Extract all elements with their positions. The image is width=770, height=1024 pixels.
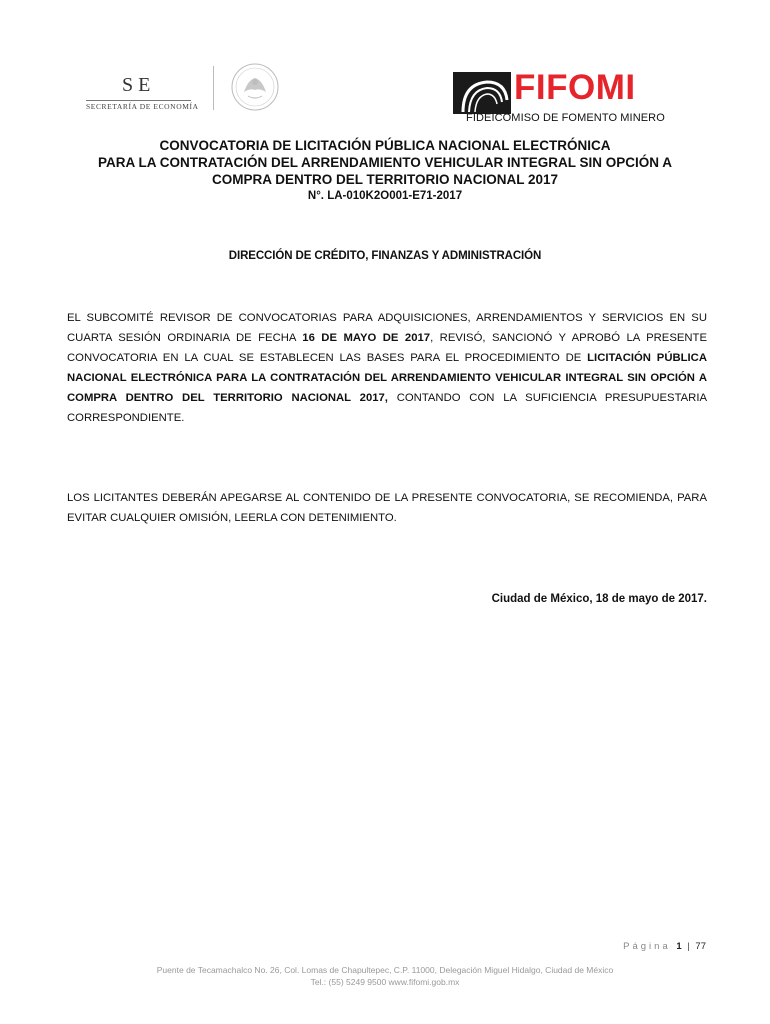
approval-text-1: EL SUBCOMITÉ REVISOR DE CONVOCATORIAS PARA ADQUISICIONES, ARRENDAMIENTOS Y SERVICIOS EN SU CUARTA SESIÓN ORDINARIA DE FECHA (67, 312, 707, 344)
se-logo-text: SE (122, 74, 156, 96)
logo-divider (213, 66, 214, 110)
approval-text-3: CONTANDO CON LA SUFICIENCIA PRESUPUESTARIA CORRESPONDIENTE. (67, 392, 707, 424)
national-seal-icon (222, 62, 288, 112)
se-logo-subtitle: SECRETARÍA DE ECONOMÍA (86, 102, 199, 111)
tender-number: N°. LA-010K2O001-E71-2017 (307, 190, 463, 202)
procedure-name: LICITACIÓN PÚBLICA NACIONAL ELECTRÓNICA PARA LA CONTRATACIÓN DEL ARRENDAMIENTO VEHICULAR INTEGRAL SIN OPCIÓN A COMPRA DENTRO DEL TERRITORIO NACIONAL 2017, (67, 352, 707, 404)
fifomi-emblem-icon (453, 72, 511, 114)
page-label: Página (623, 941, 671, 952)
current-page: 1 (676, 941, 682, 952)
page-number (623, 941, 706, 952)
footer-contact: Tel.: (55) 5249 9500 www.fifomi.gob.mx (310, 977, 460, 987)
page-separator: | (687, 941, 690, 952)
department-heading: DIRECCIÓN DE CRÉDITO, FINANZAS Y ADMINISTRACIÓN (228, 250, 542, 262)
footer-address: Puente de Tecamachalco No. 26, Col. Lomas de Chapultepec, C.P. 11000, Delegación Miguel Hidalgo, Ciudad de México (156, 965, 614, 975)
se-logo (86, 60, 216, 116)
fifomi-logo-text: FIFOMI (514, 68, 636, 107)
document-date: Ciudad de México, 18 de mayo de 2017. (491, 593, 707, 605)
approval-paragraph (67, 308, 707, 428)
approval-text-2: , REVISÓ, SANCIONÓ Y APROBÓ LA PRESENTE CONVOCATORIA EN LA CUAL SE ESTABLECEN LAS BASES PARA EL PROCEDIMIENTO DE (67, 332, 707, 364)
title-line-3: COMPRA DENTRO DEL TERRITORIO NACIONAL 2017 (211, 172, 559, 187)
se-logo-rule (86, 100, 191, 101)
bidders-paragraph: LOS LICITANTES DEBERÁN APEGARSE AL CONTENIDO DE LA PRESENTE CONVOCATORIA, SE RECOMIENDA, PARA EVITAR CUALQUIER OMISIÓN, LEERLA CON DETENIMIENTO. (67, 492, 707, 524)
title-line-2: PARA LA CONTRATACIÓN DEL ARRENDAMIENTO VEHICULAR INTEGRAL SIN OPCIÓN A (97, 155, 672, 170)
total-pages: 77 (695, 941, 706, 952)
fifomi-subtitle: FIDEICOMISO DE FOMENTO MINERO (466, 112, 665, 124)
title-line-1: CONVOCATORIA DE LICITACIÓN PÚBLICA NACIONAL ELECTRÓNICA (159, 138, 611, 153)
session-date: 16 DE MAYO DE 2017 (302, 332, 431, 344)
fifomi-logo (450, 68, 666, 128)
